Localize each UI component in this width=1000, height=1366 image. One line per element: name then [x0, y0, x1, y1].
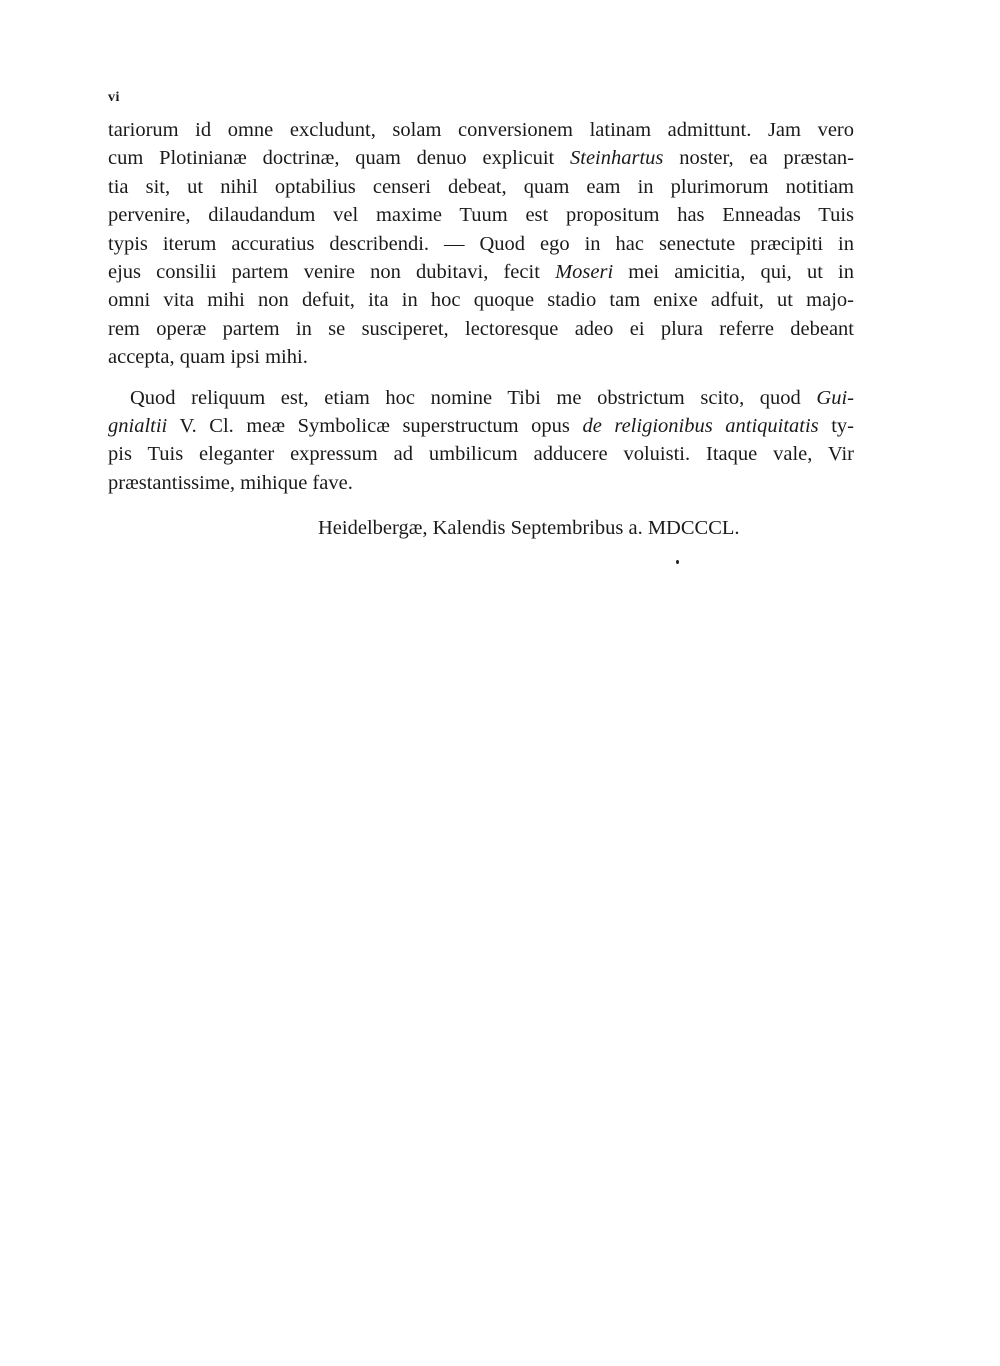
paragraph-2 [108, 384, 854, 498]
text-line: Quod reliquum est, etiam hoc nomine Tibi me obstrictum scito, quod Gui- [130, 386, 854, 409]
paragraph-1 [108, 116, 854, 372]
text-line: tariorum id omne excludunt, solam conversionem latinam admittunt. Jam vero [108, 119, 854, 141]
author-name-guignialtii-part2: gnialtii [108, 415, 168, 438]
page-number: vi [108, 90, 120, 105]
author-name-steinhartus: Steinhartus [570, 147, 664, 170]
author-name-moseri: Moseri [555, 261, 614, 284]
text-line: omni vita mihi non defuit, ita in hoc quoque stadio tam enixe adfuit, ut majo- [108, 289, 854, 312]
work-title: de religionibus antiquitatis [582, 415, 819, 438]
text-line: tia sit, ut nihil optabilius censeri debeat, quam eam in plurimorum notitiam [108, 175, 854, 198]
text-line: præstantissime, mihique fave. [108, 471, 353, 494]
text-line: rem operæ partem in se susciperet, lectoresque adeo ei plura referre debeant [108, 317, 854, 340]
text-line: cum Plotinianæ doctrinæ, quam denuo explicuit Steinhartus noster, ea præstan- [108, 147, 855, 170]
text-line: pervenire, dilaudandum vel maxime Tuum est propositum has Enneadas Tuis [108, 204, 854, 227]
body-text [108, 116, 854, 497]
dateline: Heidelbergæ, Kalendis Septembribus a. MDCCCL. [318, 517, 740, 539]
text-line: gnialtii V. Cl. meæ Symbolicæ superstructum opus de religionibus antiquitatis ty- [108, 415, 854, 438]
text-line: accepta, quam ipsi mihi. [108, 346, 308, 369]
text-line: typis iterum accuratius describendi. — Quod ego in hac senectute præcipiti in [108, 232, 854, 255]
author-name-guignialtii-part1: Gui- [816, 386, 854, 409]
print-speck [676, 560, 679, 564]
text-line: ejus consilii partem venire non dubitavi, fecit Moseri mei amicitia, qui, ut in [108, 261, 855, 284]
text-line: pis Tuis eleganter expressum ad umbilicum adducere voluisti. Itaque vale, Vir [108, 443, 854, 466]
